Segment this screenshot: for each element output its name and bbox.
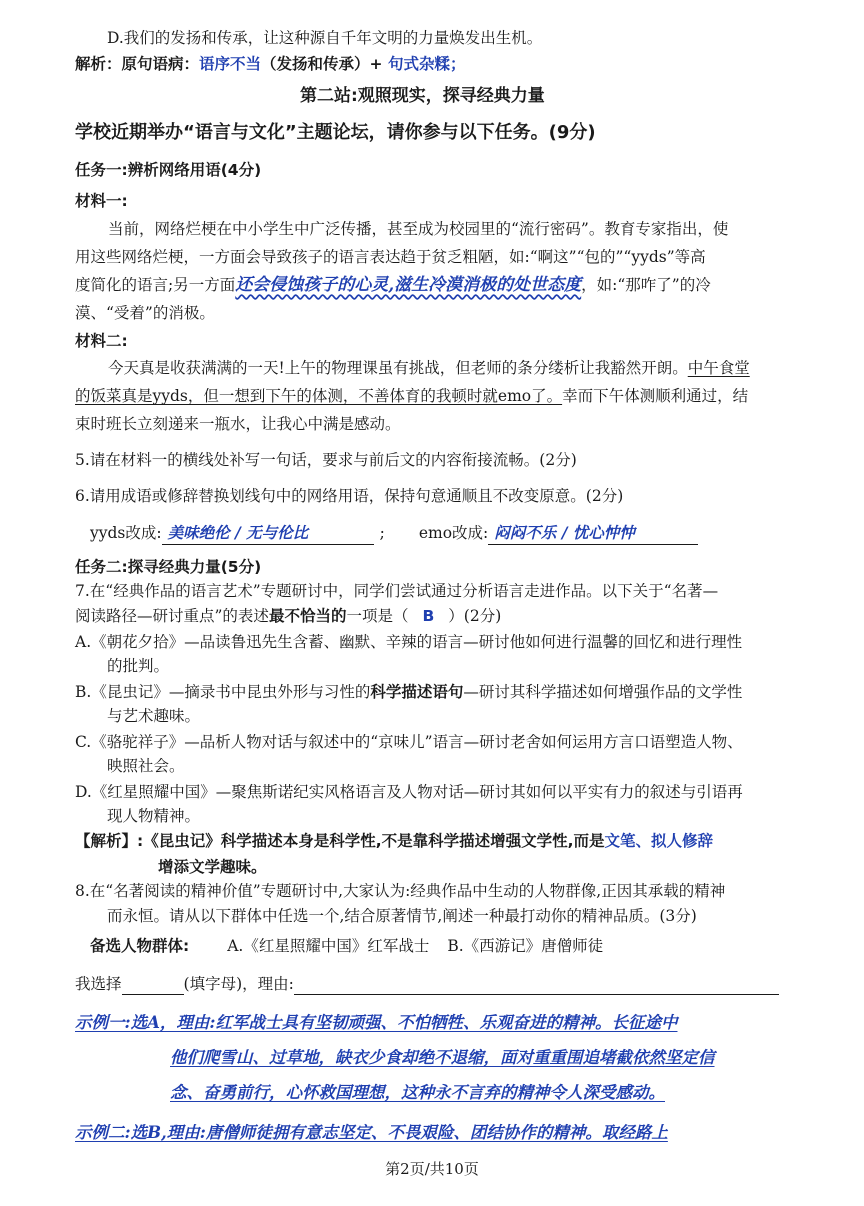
- option-b-post: —研讨其科学描述如何增强作品的文学性: [463, 683, 743, 701]
- section-title: 第二站:观照现实，探寻经典力量: [300, 86, 545, 106]
- option-d-line-1: D.《红星照耀中国》—聚焦斯诺纪实风格语言及人物对话—研讨其如何以平实有力的叙述与引语再: [75, 783, 743, 801]
- q7-line-2: [75, 605, 501, 627]
- material1-line-3: [75, 274, 711, 296]
- analysis-error-2: 句式杂糅；: [387, 55, 466, 73]
- candidates-line: [90, 935, 603, 957]
- material2-underlined-2: 的饭菜真是yyds，但一想到下午的体测，不善体育的我顿时就emo了。: [75, 387, 563, 405]
- choose-mid: (填字母)，理由:: [183, 975, 294, 993]
- material2-line-1-pre: 今天真是收获满满的一天!上午的物理课虽有挑战，但老师的条分缕析让我豁然开朗。: [108, 359, 688, 377]
- analysis-line: [75, 53, 465, 75]
- option-b-bold: 科学描述语句: [370, 683, 464, 701]
- option-a-line-1: A.《朝花夕拾》—品读鲁迅先生含蓄、幽默、辛辣的语言—研讨他如何进行温馨的回忆和进行理性: [75, 633, 743, 651]
- material1-line-3-post: ，如:“那咋了”的冷: [581, 276, 711, 294]
- option-c-line-2: 映照社会。: [107, 757, 185, 775]
- task1-title: 任务一:辨析网络用语(4分): [75, 161, 262, 179]
- choice-blank[interactable]: [122, 976, 184, 995]
- example1-line-2: 他们爬雪山、过草地，缺衣少食却绝不退缩，面对重重围追堵截依然坚定信: [170, 1048, 715, 1067]
- jiexi-line-1: [75, 830, 713, 852]
- yyds-answer: 美味绝伦 / 无与伦比: [162, 522, 374, 545]
- option-b-line-2: 与艺术趣味。: [107, 707, 201, 725]
- q7-answer: B: [422, 607, 435, 625]
- yyds-label: yyds改成:: [90, 524, 162, 542]
- example1-line-3: 念、奋勇前行，心怀救国理想，这种永不言弃的精神令人深受感动。: [170, 1083, 665, 1102]
- jiexi-line-2: 增添文学趣味。: [158, 858, 267, 876]
- material1-line-2: 用这些网络烂梗，一方面会导致孩子的语言表达趋于贫乏粗陋，如:“啊这”“包的”“yyds”等高: [75, 248, 706, 266]
- analysis-label: 解析：原句语病：: [75, 55, 200, 73]
- option-c-line-1: C.《骆驼祥子》—品析人物对话与叙述中的“京味儿”语言—研讨老舍如何运用方言口语塑造人物、: [75, 733, 743, 751]
- material2-label: 材料二:: [75, 332, 128, 350]
- example1-line-1: 示例一:选A，理由:红军战士具有坚韧顽强、不怕牺牲、乐观奋进的精神。长征途中: [75, 1013, 678, 1032]
- q8-line-2: 而永恒。请从以下群体中任选一个,结合原著情节,阐述一种最打动你的精神品质。(3分): [107, 907, 697, 925]
- material1-line-3-pre: 度简化的语言;另一方面: [75, 276, 236, 294]
- question-6: 6.请用成语或修辞替换划线句中的网络用语，保持句意通顺且不改变原意。(2分): [75, 487, 624, 505]
- material1-line-4: 漠、“受着”的消极。: [75, 304, 215, 322]
- material1-answer: 还会侵蚀孩子的心灵,滋生冷漠消极的处世态度: [235, 275, 582, 295]
- task2-title: 任务二:探寻经典力量(5分): [75, 558, 262, 576]
- q6-answers: [90, 522, 698, 545]
- choose-pre: 我选择: [75, 975, 122, 993]
- q7-line-1: 7.在“经典作品的语言艺术”专题研讨中，同学们尝试通过分析语言走进作品。以下关于“名著—: [75, 582, 719, 600]
- material1-line-1: 当前，网络烂梗在中小学生中广泛传播，甚至成为校园里的“流行密码”。教育专家指出，使: [108, 220, 729, 238]
- option-b-line-1: [75, 681, 742, 703]
- jiexi-text: 《昆虫记》科学描述本身是科学性,不是靠科学描述增强文学性,而是: [143, 832, 605, 850]
- option-a-line-2: 的批判。: [107, 657, 170, 675]
- section-intro: 学校近期举办“语言与文化”主题论坛，请你参与以下任务。(9分): [75, 122, 596, 143]
- semicolon: ;: [379, 524, 385, 542]
- material2-line-2-post: 幸而下午体测顺利通过，结: [562, 387, 749, 405]
- option-d-text: D.我们的发扬和传承，让这种源自千年文明的力量焕发出生机。: [107, 29, 543, 47]
- page-number: 第2页/共10页: [385, 1160, 479, 1178]
- candidates-label: 备选人物群体:: [90, 937, 190, 955]
- example2-line-1: 示例二:选B,理由:唐僧师徒拥有意志坚定、不畏艰险、团结协作的精神。取经路上: [75, 1123, 668, 1142]
- reason-blank[interactable]: [294, 976, 779, 995]
- candidate-b: B.《西游记》唐僧师徒: [447, 937, 604, 955]
- material2-underlined-1: 中午食堂: [687, 359, 750, 377]
- q7-bold: 最不恰当的: [268, 607, 347, 625]
- material2-line-1: [108, 357, 750, 379]
- option-b-pre: B.《昆虫记》—摘录书中昆虫外形与习性的: [75, 683, 371, 701]
- material1-label: 材料一:: [75, 192, 128, 210]
- jiexi-label: 【解析】:: [75, 832, 144, 850]
- analysis-error-1: 语序不当: [199, 55, 262, 73]
- q7-line-2-pre: 阅读路径—研讨重点”的表述: [75, 607, 269, 625]
- jiexi-blue: 文笔、拟人修辞: [604, 832, 713, 850]
- emo-answer: 闷闷不乐 / 忧心忡忡: [488, 522, 698, 545]
- q8-line-1: 8.在“名著阅读的精神价值”专题研讨中,大家认为:经典作品中生动的人物群像,正因其承载的精神: [75, 882, 726, 900]
- analysis-paren: （发扬和传承）+: [261, 55, 383, 73]
- choose-line: [75, 973, 779, 995]
- emo-label: emo改成:: [418, 524, 489, 542]
- q7-mid: 一项是（: [346, 607, 409, 625]
- option-d-line-2: 现人物精神。: [107, 807, 201, 825]
- q7-line-2-post: ）(2分): [448, 607, 502, 625]
- candidate-a: A.《红星照耀中国》红军战士: [227, 937, 430, 955]
- material2-line-3: 束时班长立刻递来一瓶水，让我心中满是感动。: [75, 415, 401, 433]
- material2-line-2: [75, 385, 748, 407]
- question-5: 5.请在材料一的横线处补写一句话，要求与前后文的内容衔接流畅。(2分): [75, 451, 577, 469]
